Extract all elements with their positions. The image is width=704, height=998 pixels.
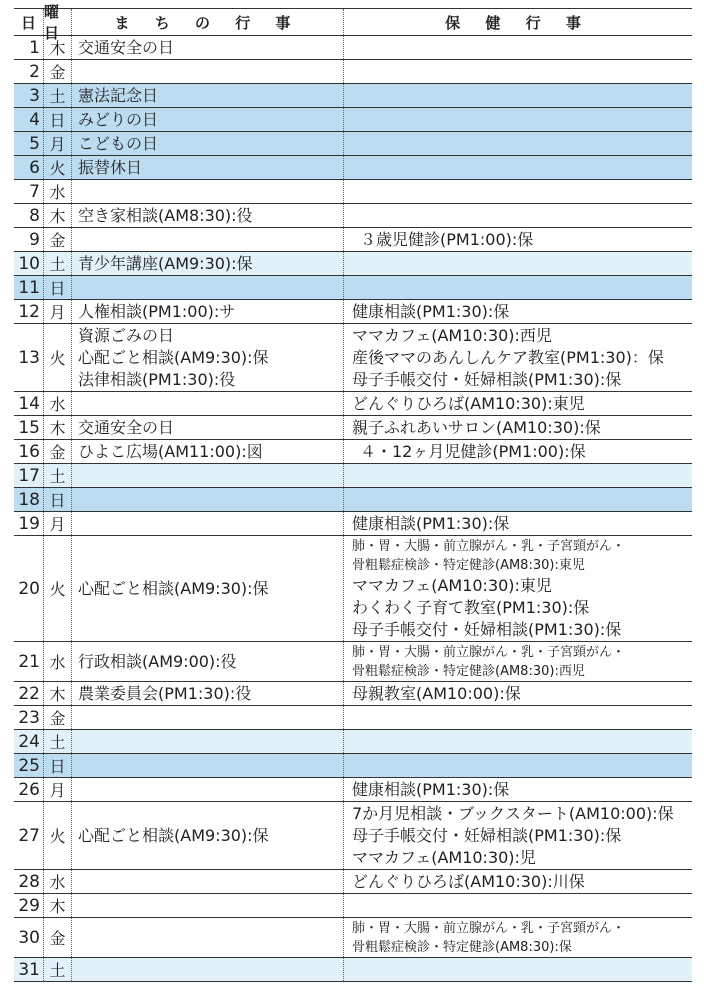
day-cell: 18 bbox=[14, 488, 44, 511]
town-events-cell bbox=[72, 894, 344, 917]
table-row bbox=[14, 488, 692, 512]
health-events-cell bbox=[344, 682, 692, 705]
day-cell: 19 bbox=[14, 512, 44, 535]
day-cell: 25 bbox=[14, 754, 44, 777]
town-events-cell bbox=[72, 642, 344, 681]
weekday-cell: 土 bbox=[44, 464, 72, 487]
town-event: 心配ごと相談(AM9:30):保 bbox=[78, 347, 269, 367]
table-row bbox=[14, 252, 692, 276]
town-events-cell bbox=[72, 84, 344, 107]
table-row bbox=[14, 300, 692, 324]
table-row bbox=[14, 894, 692, 918]
health-events-cell bbox=[344, 730, 692, 753]
weekday-cell: 月 bbox=[44, 512, 72, 535]
table-row bbox=[14, 706, 692, 730]
health-events-cell bbox=[344, 276, 692, 299]
day-cell: 9 bbox=[14, 228, 44, 251]
table-row bbox=[14, 754, 692, 778]
town-events-cell bbox=[72, 36, 344, 59]
weekday-cell: 土 bbox=[44, 958, 72, 981]
weekday-cell: 木 bbox=[44, 894, 72, 917]
town-events-cell bbox=[72, 512, 344, 535]
health-events-cell bbox=[344, 252, 692, 275]
weekday-cell: 日 bbox=[44, 108, 72, 131]
weekday-cell: 日 bbox=[44, 276, 72, 299]
day-cell: 15 bbox=[14, 416, 44, 439]
weekday-cell: 金 bbox=[44, 440, 72, 463]
health-event: 健康相談(PM1:30):保 bbox=[352, 779, 510, 799]
town-events-cell bbox=[72, 754, 344, 777]
table-row bbox=[14, 60, 692, 84]
day-cell: 27 bbox=[14, 802, 44, 869]
town-event: 青少年講座(AM9:30):保 bbox=[78, 253, 253, 273]
town-event: ひよこ広場(AM11:00):図 bbox=[78, 441, 263, 461]
health-event: 母親教室(AM10:00):保 bbox=[352, 683, 521, 703]
day-cell: 31 bbox=[14, 958, 44, 981]
town-event: 空き家相談(AM8:30):役 bbox=[78, 205, 253, 225]
town-events-cell bbox=[72, 870, 344, 893]
health-events-cell bbox=[344, 870, 692, 893]
weekday-cell: 水 bbox=[44, 642, 72, 681]
weekday-cell: 木 bbox=[44, 36, 72, 59]
town-events-cell bbox=[72, 464, 344, 487]
town-events-cell bbox=[72, 60, 344, 83]
town-events-cell bbox=[72, 536, 344, 641]
table-row bbox=[14, 324, 692, 392]
day-cell: 20 bbox=[14, 536, 44, 641]
weekday-cell: 金 bbox=[44, 228, 72, 251]
health-event: 骨粗鬆症検診・特定健診(AM8:30):東児 bbox=[352, 557, 585, 573]
town-events-cell bbox=[72, 228, 344, 251]
table-row bbox=[14, 156, 692, 180]
weekday-cell: 火 bbox=[44, 536, 72, 641]
table-row bbox=[14, 132, 692, 156]
weekday-cell: 水 bbox=[44, 180, 72, 203]
town-event: 心配ごと相談(AM9:30):保 bbox=[78, 578, 269, 598]
day-cell: 13 bbox=[14, 324, 44, 391]
health-events-column-header: 保 健 行 事 bbox=[445, 13, 591, 32]
day-cell: 6 bbox=[14, 156, 44, 179]
day-cell: 22 bbox=[14, 682, 44, 705]
weekday-cell: 日 bbox=[44, 754, 72, 777]
health-events-cell bbox=[344, 392, 692, 415]
health-event: どんぐりひろば(AM10:30):川保 bbox=[352, 871, 585, 891]
day-cell: 3 bbox=[14, 84, 44, 107]
health-event: 母子手帳交付・妊婦相談(PM1:30):保 bbox=[352, 369, 622, 389]
table-row bbox=[14, 36, 692, 60]
health-events-cell bbox=[344, 228, 692, 251]
health-event: 産後ママのあんしんケア教室(PM1:30)：保 bbox=[352, 347, 664, 367]
town-events-cell bbox=[72, 440, 344, 463]
town-events-cell bbox=[72, 324, 344, 391]
day-cell: 30 bbox=[14, 918, 44, 957]
table-row bbox=[14, 180, 692, 204]
table-row bbox=[14, 276, 692, 300]
day-cell: 12 bbox=[14, 300, 44, 323]
health-event: 肺・胃・大腸・前立腺がん・乳・子宮頸がん・ bbox=[352, 538, 626, 554]
day-cell: 23 bbox=[14, 706, 44, 729]
weekday-cell: 金 bbox=[44, 918, 72, 957]
health-events-cell bbox=[344, 778, 692, 801]
town-events-cell bbox=[72, 778, 344, 801]
health-events-cell bbox=[344, 108, 692, 131]
table-row bbox=[14, 682, 692, 706]
table-row bbox=[14, 228, 692, 252]
day-cell: 7 bbox=[14, 180, 44, 203]
health-event: ４・12ヶ月児健診(PM1:00):保 bbox=[360, 441, 586, 461]
day-cell: 4 bbox=[14, 108, 44, 131]
town-event: 法律相談(PM1:30):役 bbox=[78, 369, 236, 389]
health-event: ママカフェ(AM10:30):西児 bbox=[352, 325, 552, 345]
health-event: 母子手帳交付・妊婦相談(PM1:30):保 bbox=[352, 825, 622, 845]
day-cell: 14 bbox=[14, 392, 44, 415]
town-event: 交通安全の日 bbox=[78, 417, 175, 437]
table-row bbox=[14, 778, 692, 802]
health-event: ママカフェ(AM10:30):東児 bbox=[352, 575, 552, 595]
table-row bbox=[14, 642, 692, 682]
town-events-cell bbox=[72, 300, 344, 323]
day-cell: 1 bbox=[14, 36, 44, 59]
health-event: 母子手帳交付・妊婦相談(PM1:30):保 bbox=[352, 619, 622, 639]
day-cell: 28 bbox=[14, 870, 44, 893]
weekday-cell: 水 bbox=[44, 392, 72, 415]
table-row bbox=[14, 416, 692, 440]
day-cell: 8 bbox=[14, 204, 44, 227]
weekday-cell: 金 bbox=[44, 60, 72, 83]
town-events-cell bbox=[72, 204, 344, 227]
weekday-column-header: 曜日 bbox=[44, 9, 72, 35]
health-events-cell bbox=[344, 802, 692, 869]
town-events-cell bbox=[72, 416, 344, 439]
town-events-cell bbox=[72, 180, 344, 203]
town-events-cell bbox=[72, 252, 344, 275]
health-events-cell bbox=[344, 204, 692, 227]
table-row bbox=[14, 108, 692, 132]
table-row bbox=[14, 84, 692, 108]
town-events-cell bbox=[72, 918, 344, 957]
town-events-cell bbox=[72, 392, 344, 415]
weekday-cell: 火 bbox=[44, 324, 72, 391]
health-event: 健康相談(PM1:30):保 bbox=[352, 301, 510, 321]
day-cell: 2 bbox=[14, 60, 44, 83]
day-cell: 5 bbox=[14, 132, 44, 155]
health-events-cell bbox=[344, 894, 692, 917]
event-calendar-table bbox=[14, 3, 692, 982]
health-events-cell bbox=[344, 642, 692, 681]
town-events-cell bbox=[72, 488, 344, 511]
health-events-cell bbox=[344, 36, 692, 59]
weekday-cell: 水 bbox=[44, 870, 72, 893]
health-events-cell bbox=[344, 536, 692, 641]
health-events-cell bbox=[344, 958, 692, 981]
weekday-cell: 木 bbox=[44, 682, 72, 705]
health-events-cell bbox=[344, 512, 692, 535]
town-event: 行政相談(AM9:00):役 bbox=[78, 651, 237, 671]
health-events-cell bbox=[344, 156, 692, 179]
day-cell: 26 bbox=[14, 778, 44, 801]
health-event: 骨粗鬆症検診・特定健診(AM8:30):保 bbox=[352, 939, 572, 955]
table-header bbox=[14, 3, 692, 42]
health-event: 肺・胃・大腸・前立腺がん・乳・子宮頸がん・ bbox=[352, 644, 626, 660]
health-event: 7か月児相談・ブックスタート(AM10:00):保 bbox=[352, 803, 674, 823]
health-event: 肺・胃・大腸・前立腺がん・乳・子宮頸がん・ bbox=[352, 920, 626, 936]
town-events-cell bbox=[72, 958, 344, 981]
health-events-cell bbox=[344, 440, 692, 463]
table-row bbox=[14, 512, 692, 536]
day-cell: 21 bbox=[14, 642, 44, 681]
weekday-cell: 土 bbox=[44, 84, 72, 107]
town-events-cell bbox=[72, 108, 344, 131]
health-events-cell bbox=[344, 132, 692, 155]
town-event: こどもの日 bbox=[78, 133, 159, 153]
weekday-cell: 日 bbox=[44, 488, 72, 511]
town-event: 心配ごと相談(AM9:30):保 bbox=[78, 825, 269, 845]
day-column-header: 日 bbox=[14, 9, 44, 35]
health-events-cell bbox=[344, 918, 692, 957]
health-event: 親子ふれあいサロン(AM10:30):保 bbox=[352, 417, 601, 437]
health-events-cell bbox=[344, 300, 692, 323]
health-events-cell bbox=[344, 60, 692, 83]
town-events-cell bbox=[72, 802, 344, 869]
weekday-cell: 月 bbox=[44, 778, 72, 801]
weekday-cell: 火 bbox=[44, 156, 72, 179]
town-event: 交通安全の日 bbox=[78, 37, 175, 57]
day-cell: 29 bbox=[14, 894, 44, 917]
weekday-cell: 月 bbox=[44, 300, 72, 323]
health-events-cell bbox=[344, 754, 692, 777]
weekday-cell: 金 bbox=[44, 706, 72, 729]
town-event: 資源ごみの日 bbox=[78, 325, 175, 345]
day-cell: 11 bbox=[14, 276, 44, 299]
table-row bbox=[14, 464, 692, 488]
table-row bbox=[14, 958, 692, 982]
day-cell: 16 bbox=[14, 440, 44, 463]
weekday-cell: 木 bbox=[44, 416, 72, 439]
table-body bbox=[14, 36, 692, 982]
town-events-cell bbox=[72, 156, 344, 179]
health-events-cell bbox=[344, 488, 692, 511]
health-events-cell bbox=[344, 706, 692, 729]
day-cell: 10 bbox=[14, 252, 44, 275]
weekday-cell: 土 bbox=[44, 252, 72, 275]
weekday-cell: 月 bbox=[44, 132, 72, 155]
table-row bbox=[14, 440, 692, 464]
day-cell: 24 bbox=[14, 730, 44, 753]
town-events-cell bbox=[72, 132, 344, 155]
table-row bbox=[14, 204, 692, 228]
table-row bbox=[14, 730, 692, 754]
health-events-cell bbox=[344, 84, 692, 107]
health-events-cell bbox=[344, 416, 692, 439]
health-event: ３歳児健診(PM1:00):保 bbox=[360, 229, 534, 249]
town-event: みどりの日 bbox=[78, 109, 159, 129]
town-events-cell bbox=[72, 682, 344, 705]
table-row bbox=[14, 918, 692, 958]
health-event: 骨粗鬆症検診・特定健診(AM8:30):西児 bbox=[352, 663, 585, 679]
health-event: ママカフェ(AM10:30):児 bbox=[352, 847, 536, 867]
town-event: 振替休日 bbox=[78, 157, 143, 177]
town-event: 憲法記念日 bbox=[78, 85, 159, 105]
day-cell: 17 bbox=[14, 464, 44, 487]
town-events-column-header: ま ち の 行 事 bbox=[72, 9, 344, 35]
town-events-cell bbox=[72, 730, 344, 753]
health-event: 健康相談(PM1:30):保 bbox=[352, 513, 510, 533]
town-event: 人権相談(PM1:00):サ bbox=[78, 301, 236, 321]
table-row bbox=[14, 870, 692, 894]
health-event: わくわく子育て教室(PM1:30):保 bbox=[352, 597, 590, 617]
table-row bbox=[14, 802, 692, 870]
weekday-cell: 火 bbox=[44, 802, 72, 869]
town-event: 農業委員会(PM1:30):役 bbox=[78, 683, 252, 703]
table-row bbox=[14, 536, 692, 642]
health-event: どんぐりひろば(AM10:30):東児 bbox=[352, 393, 585, 413]
weekday-cell: 土 bbox=[44, 730, 72, 753]
health-events-cell bbox=[344, 324, 692, 391]
health-events-cell bbox=[344, 180, 692, 203]
town-events-cell bbox=[72, 706, 344, 729]
table-row bbox=[14, 392, 692, 416]
health-events-cell bbox=[344, 464, 692, 487]
town-events-cell bbox=[72, 276, 344, 299]
weekday-cell: 木 bbox=[44, 204, 72, 227]
